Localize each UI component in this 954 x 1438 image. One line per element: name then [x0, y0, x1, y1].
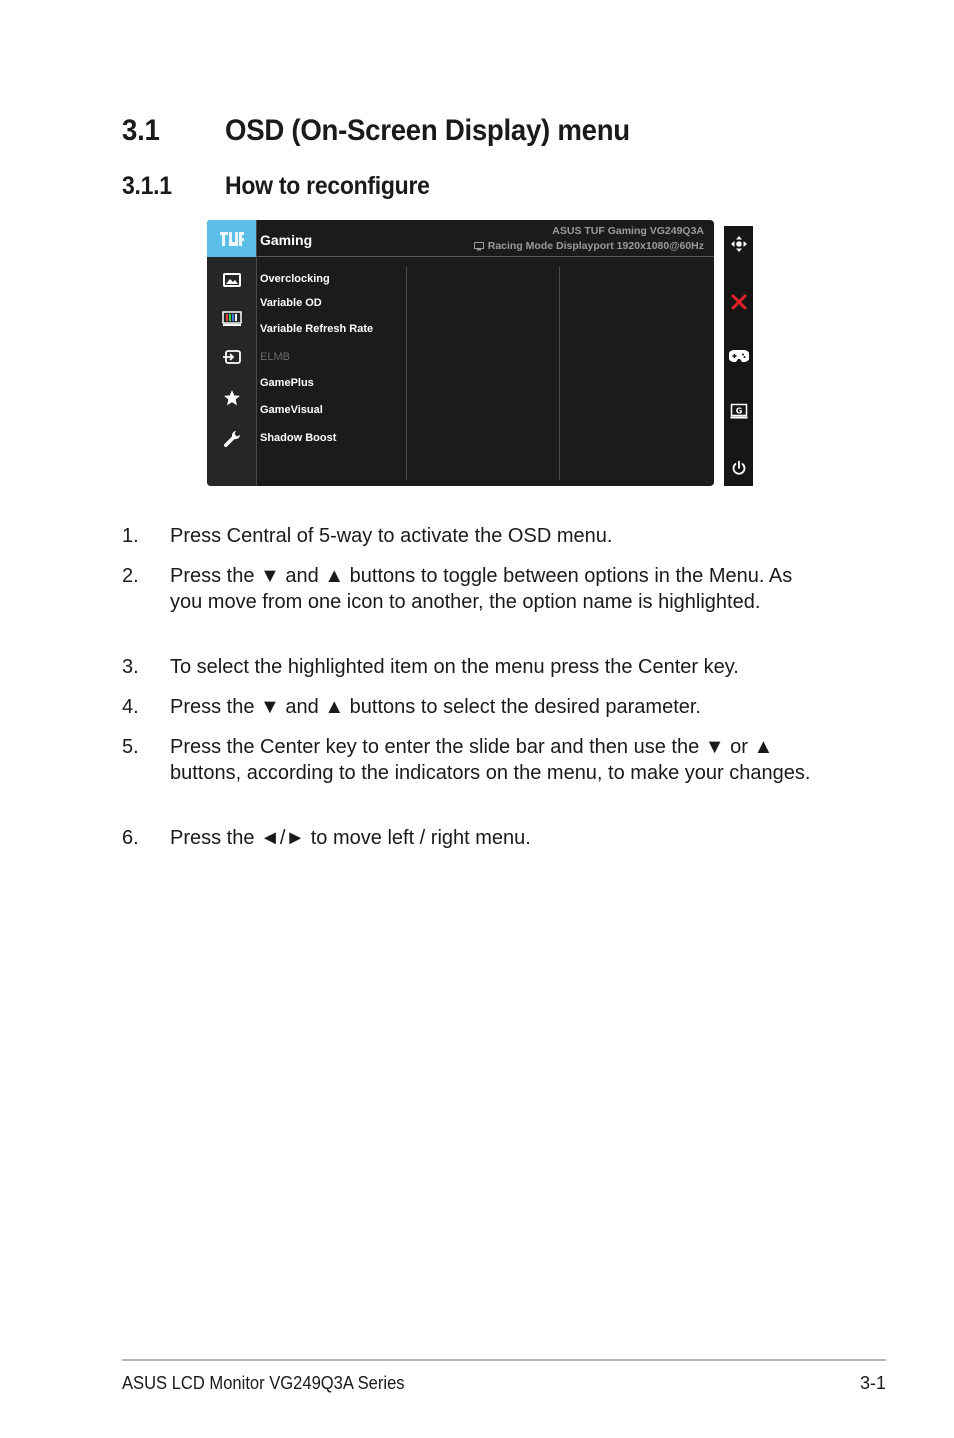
osd-model-name: ASUS TUF Gaming VG249Q3A	[552, 225, 704, 237]
menu-item-elmb: ELMB	[260, 351, 290, 363]
sidebar-item-system[interactable]	[207, 421, 256, 457]
step-number: 5.	[122, 736, 139, 758]
gamevisual-icon	[730, 403, 748, 419]
menu-item-shadow-boost[interactable]: Shadow Boost	[260, 432, 337, 444]
tuf-logo-icon	[219, 230, 245, 248]
step-text: Press the ▼ and ▲ buttons to select the desired parameter.	[170, 696, 701, 718]
power-key[interactable]	[724, 456, 753, 480]
osd-header-divider	[256, 256, 714, 257]
star-icon	[223, 389, 241, 407]
section-number: 3.1	[122, 114, 160, 147]
sidebar-item-input[interactable]	[207, 339, 256, 375]
osd-key-bar	[724, 226, 753, 486]
sidebar-item-favorite[interactable]	[207, 380, 256, 416]
five-way-icon	[730, 235, 748, 253]
step-number: 2.	[122, 565, 139, 587]
osd-column-divider	[406, 267, 407, 480]
sidebar-item-color[interactable]	[207, 301, 256, 337]
gamevisual-key[interactable]	[724, 399, 753, 423]
menu-item-gamevisual[interactable]: GameVisual	[260, 404, 323, 416]
osd-sidebar	[207, 220, 257, 486]
close-icon	[731, 294, 747, 310]
osd-header-title: Gaming	[260, 232, 313, 248]
footer-product-name: ASUS LCD Monitor VG249Q3A Series	[122, 1373, 405, 1393]
section-heading	[122, 114, 630, 148]
step-number: 4.	[122, 696, 139, 718]
step-number: 1.	[122, 525, 139, 547]
step-text: Press the ▼ and ▲ buttons to toggle between options in the Menu. As you move from one icon to another, the option name is highlighted.	[170, 565, 793, 613]
gamepad-icon	[729, 349, 749, 363]
section-title: OSD (On-Screen Display) menu	[225, 114, 630, 147]
step-number: 6.	[122, 827, 139, 849]
menu-item-variable-od[interactable]: Variable OD	[260, 297, 322, 309]
page-number: 3-1	[859, 1373, 886, 1393]
subsection-title: How to reconfigure	[225, 172, 430, 200]
wrench-icon	[223, 430, 241, 448]
input-icon	[222, 349, 242, 365]
close-key[interactable]	[724, 290, 753, 314]
subsection-heading	[122, 172, 430, 201]
gameplus-key[interactable]	[724, 344, 753, 368]
image-icon	[223, 273, 241, 287]
step-text: Press the Center key to enter the slide bar and then use the ▼ or ▲ buttons, according to the indicators on the menu, to make your changes.	[170, 736, 811, 784]
sidebar-item-gaming[interactable]	[207, 220, 256, 257]
sidebar-item-image[interactable]	[207, 262, 256, 298]
osd-menu	[207, 220, 714, 486]
osd-column-divider	[559, 267, 560, 480]
step-text: Press the ◄/► to move left / right menu.	[170, 827, 531, 849]
step-text: Press Central of 5-way to activate the OSD menu.	[170, 525, 613, 547]
power-icon	[731, 460, 747, 476]
menu-item-overclocking[interactable]: Overclocking	[260, 273, 330, 285]
gamevisual-key-letter: G	[735, 406, 742, 416]
menu-item-gameplus[interactable]: GamePlus	[260, 377, 314, 389]
osd-status-text: Racing Mode Displayport 1920x1080@60Hz	[487, 240, 704, 252]
monitor-icon	[474, 242, 484, 251]
five-way-key[interactable]	[724, 232, 753, 256]
footer-divider	[122, 1359, 886, 1361]
menu-item-variable-refresh-rate[interactable]: Variable Refresh Rate	[260, 323, 374, 335]
color-icon	[222, 311, 242, 327]
osd-status-line	[474, 240, 704, 252]
step-text: To select the highlighted item on the menu press the Center key.	[170, 656, 739, 678]
step-number: 3.	[122, 656, 139, 678]
subsection-number: 3.1.1	[122, 172, 172, 200]
